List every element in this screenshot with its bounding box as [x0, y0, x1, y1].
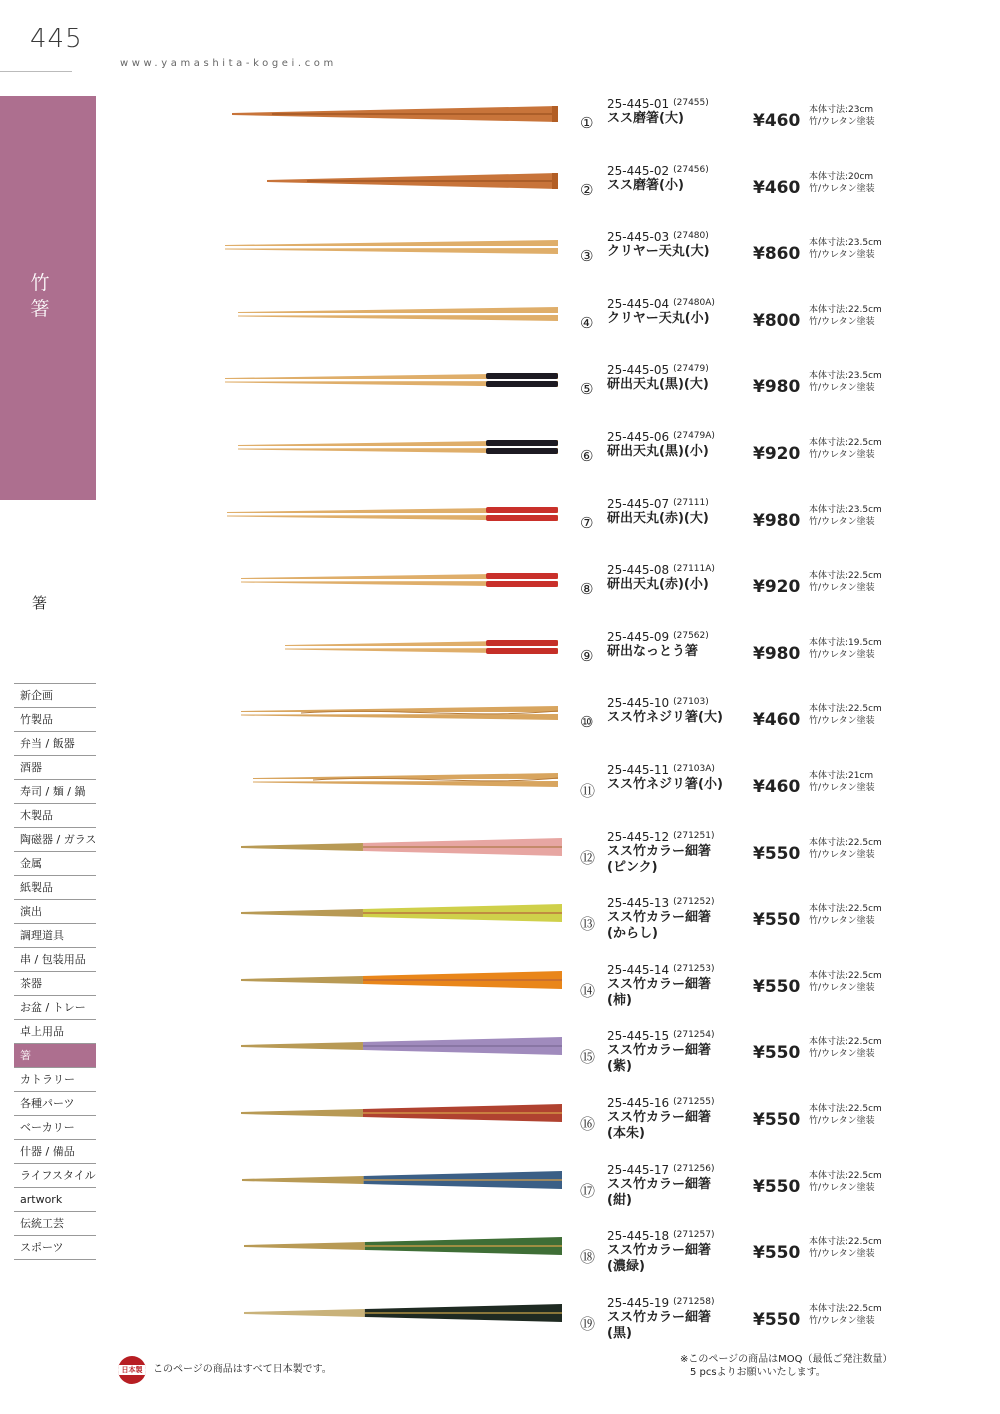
chopstick-tip: [242, 1176, 364, 1184]
footer-note: このページの商品はすべて日本製です。: [153, 1364, 332, 1375]
product-row: [0, 762, 1000, 828]
chopsticks-illustration: [210, 762, 570, 802]
product-number: ⑱: [580, 1248, 596, 1267]
product-name: 研出天丸(赤)(小): [607, 577, 709, 593]
chopsticks-illustration: [210, 895, 570, 935]
product-row: [0, 163, 1000, 229]
product-material: 竹/ウレタン塗装: [809, 649, 875, 660]
chopsticks-illustration: [210, 429, 570, 469]
product-ref: (271256): [673, 1163, 715, 1174]
chopstick-end: [552, 173, 558, 189]
product-code-value: 25-445-03: [607, 230, 670, 245]
product-code-value: 25-445-04: [607, 296, 670, 311]
product-material: 竹/ウレタン塗装: [809, 450, 875, 460]
product-ref: (27111A): [673, 564, 715, 575]
product-name: クリヤー天丸(小): [607, 310, 710, 326]
moq-note: ※このページの商品はMOQ（最低ご発注数量） 5 pcsよりお願いいたします。: [680, 1354, 893, 1378]
product-number: ②: [580, 180, 594, 199]
product-material: 竹/ウレタン塗装: [809, 849, 875, 860]
nav-item[interactable]: 金属: [14, 852, 96, 876]
product-price: ¥550: [753, 1043, 801, 1064]
chopsticks-illustration: [210, 1162, 570, 1202]
product-price: ¥550: [753, 1243, 801, 1264]
product-row: [0, 962, 1000, 1028]
product-code-value: 25-445-12: [607, 829, 670, 844]
product-name: スス磨箸(大): [607, 111, 684, 126]
product-material: 竹/ウレタン塗装: [809, 1116, 875, 1126]
product-name: スス竹カラー細箸 (濃緑): [607, 1243, 712, 1275]
product-size: 本体寸法:23.5cm: [809, 504, 882, 515]
chopstick-body: [253, 781, 558, 787]
nav-item[interactable]: スポーツ: [14, 1236, 96, 1260]
chopsticks-illustration: [210, 496, 570, 536]
chopstick-tip: [244, 1309, 365, 1317]
product-material: 竹/ウレタン塗装: [809, 117, 875, 127]
product-material: 竹/ウレタン塗装: [809, 583, 875, 594]
product-row: [0, 1228, 1000, 1294]
product-ref: (271252): [673, 897, 715, 908]
product-ref: (271251): [673, 830, 715, 841]
product-name: スス竹カラー細箸 (柿): [607, 976, 712, 1008]
product-row: [0, 1295, 1000, 1361]
product-price: ¥460: [753, 177, 801, 198]
product-code-value: 25-445-11: [607, 763, 670, 777]
product-ref: (27111): [673, 497, 709, 508]
chopstick-lacquer-end: [486, 573, 558, 579]
nav-item[interactable]: 箸: [14, 1044, 96, 1068]
chopstick-tip: [241, 976, 363, 984]
product-row: [0, 695, 1000, 761]
product-code-value: 25-445-13: [607, 896, 670, 911]
chopstick-lacquer-end: [486, 448, 558, 454]
product-size: 本体寸法:22.5cm: [809, 1303, 882, 1314]
product-ref: (27479A): [673, 431, 715, 441]
chopsticks-illustration: [210, 296, 570, 336]
product-name: スス竹ネジリ箸(大): [607, 710, 723, 726]
product-size: 本体寸法:23.5cm: [809, 371, 882, 382]
product-number: ⑥: [580, 447, 594, 465]
product-number: ⑫: [580, 848, 596, 867]
product-row: [0, 429, 1000, 495]
product-row: [0, 895, 1000, 961]
nav-item[interactable]: 伝統工芸: [14, 1212, 96, 1236]
product-code: [607, 696, 709, 710]
product-material: 竹/ウレタン塗装: [809, 183, 875, 194]
product-material: 竹/ウレタン塗装: [809, 916, 875, 927]
product-ref: (27456): [673, 164, 709, 175]
product-ref: (271253): [673, 963, 715, 974]
product-number: ⑬: [580, 915, 596, 934]
nav-item[interactable]: カトラリー: [14, 1068, 96, 1092]
product-code: [607, 497, 709, 511]
product-price: ¥550: [753, 1176, 801, 1197]
nav-item[interactable]: 調理道具: [14, 924, 96, 948]
product-price: ¥920: [753, 444, 801, 464]
product-code-value: 25-445-10: [607, 696, 670, 711]
nav-item[interactable]: 串 / 包装用品: [14, 948, 96, 972]
product-ref: (27480): [673, 231, 709, 242]
product-ref: (271257): [673, 1230, 715, 1241]
product-material: 竹/ウレタン塗装: [809, 982, 875, 993]
chopstick-body: [225, 240, 558, 246]
product-price: ¥550: [753, 910, 801, 931]
product-code: [607, 164, 709, 178]
product-material: 竹/ウレタン塗装: [809, 783, 875, 793]
nav-item[interactable]: 新企画: [14, 684, 96, 708]
chopsticks-illustration: [210, 1295, 570, 1335]
site-url[interactable]: www.yamashita-kogei.com: [120, 58, 337, 69]
chopstick-lacquer-end: [486, 515, 558, 521]
product-code-value: 25-445-02: [607, 163, 670, 178]
product-code-value: 25-445-08: [607, 563, 670, 578]
chopstick-body: [238, 307, 558, 313]
product-row: [0, 362, 1000, 428]
product-price: ¥550: [753, 1309, 801, 1330]
product-name: 研出なっとう箸: [607, 643, 699, 659]
chopstick-lacquer-end: [486, 581, 558, 587]
product-ref: (27103): [673, 697, 709, 708]
product-size: 本体寸法:22.5cm: [809, 837, 882, 848]
product-code: [607, 1229, 715, 1243]
product-code-value: 25-445-17: [607, 1162, 670, 1177]
product-row: [0, 229, 1000, 295]
product-row: [0, 96, 1000, 162]
nav-item[interactable]: 木製品: [14, 804, 96, 828]
product-code: [607, 630, 709, 644]
product-number: ⑯: [580, 1115, 596, 1133]
product-code: [607, 97, 709, 111]
nav-item[interactable]: 各種パーツ: [14, 1092, 96, 1116]
product-row: [0, 496, 1000, 562]
product-name: スス竹カラー細箸 (ピンク): [607, 843, 712, 875]
product-code: [607, 430, 715, 444]
product-number: ④: [580, 313, 594, 332]
product-code: [607, 1296, 715, 1310]
product-size: 本体寸法:22.5cm: [809, 904, 882, 915]
product-material: 竹/ウレタン塗装: [809, 250, 875, 261]
product-code: [607, 763, 715, 777]
product-code-value: 25-445-14: [607, 962, 670, 977]
footer-badge-label: 日本製: [118, 1365, 146, 1375]
nav-item[interactable]: 卓上用品: [14, 1020, 96, 1044]
nav-item[interactable]: 茶器: [14, 972, 96, 996]
product-number: ⑮: [580, 1048, 596, 1067]
nav-item[interactable]: 酒器: [14, 756, 96, 780]
chopstick-tip: [241, 1109, 363, 1117]
product-code: [607, 963, 715, 977]
product-code: [607, 1163, 715, 1177]
chopsticks-illustration: [210, 1028, 570, 1068]
product-number: ⑨: [580, 646, 594, 665]
chopsticks-illustration: [210, 695, 570, 735]
chopstick-tip: [244, 1242, 365, 1250]
chopstick-lacquer-end: [486, 373, 558, 379]
product-ref: (27562): [673, 630, 709, 641]
chopsticks-illustration: [210, 96, 570, 136]
product-number: ⑩: [580, 713, 594, 732]
product-material: 竹/ウレタン塗装: [809, 383, 875, 394]
product-material: 竹/ウレタン塗装: [809, 716, 875, 727]
nav-item[interactable]: 紙製品: [14, 876, 96, 900]
product-code: [607, 230, 709, 244]
product-number: ⑲: [580, 1314, 596, 1333]
product-ref: (27480A): [673, 297, 715, 308]
product-size: 本体寸法:22.5cm: [809, 1170, 882, 1181]
chopstick-lacquer-end: [486, 440, 558, 446]
product-code: [607, 896, 715, 910]
product-code-value: 25-445-05: [607, 363, 670, 378]
product-row: [0, 829, 1000, 895]
product-code-value: 25-445-19: [607, 1295, 670, 1310]
product-row: [0, 296, 1000, 362]
product-code-value: 25-445-15: [607, 1029, 670, 1044]
product-material: 竹/ウレタン塗装: [809, 516, 875, 527]
nav-item[interactable]: ライフスタイル: [14, 1164, 96, 1188]
product-size: 本体寸法:21cm: [809, 771, 874, 781]
section-label: 箸: [32, 594, 48, 612]
nav-item[interactable]: 寿司 / 麺 / 鍋: [14, 780, 96, 804]
chopsticks-illustration: [210, 629, 570, 669]
chopstick-tip: [241, 843, 363, 851]
product-code-value: 25-445-18: [607, 1229, 670, 1244]
chopsticks-illustration: [210, 562, 570, 602]
chopstick-body: [241, 714, 558, 720]
footer-badge: [118, 1356, 146, 1384]
product-name: クリヤー天丸(大): [607, 244, 710, 260]
chopsticks-illustration: [210, 1228, 570, 1268]
product-price: ¥800: [753, 310, 801, 331]
header-rule: [0, 71, 72, 72]
chopstick-body: [253, 773, 558, 779]
product-price: ¥550: [753, 1110, 801, 1130]
nav-item[interactable]: 陶磁器 / ガラス: [14, 828, 96, 852]
product-ref: (27455): [673, 98, 709, 108]
chopstick-lacquer-end: [486, 640, 558, 646]
chopstick-lacquer-end: [486, 648, 558, 654]
product-name: スス竹カラー細箸 (本朱): [607, 1110, 712, 1141]
product-number: ⑧: [580, 580, 594, 599]
nav-item[interactable]: 演出: [14, 900, 96, 924]
nav-item[interactable]: ベーカリー: [14, 1116, 96, 1140]
product-price: ¥980: [753, 510, 801, 531]
chopsticks-illustration: [210, 229, 570, 269]
chopstick-end: [552, 106, 558, 122]
chopsticks-illustration: [210, 829, 570, 869]
product-row: [0, 629, 1000, 695]
product-code: [607, 563, 715, 577]
product-number: ⑤: [580, 380, 594, 399]
product-number: ⑰: [580, 1181, 596, 1200]
product-ref: (271254): [673, 1030, 715, 1041]
product-size: 本体寸法:22.5cm: [809, 571, 882, 582]
product-code-value: 25-445-07: [607, 496, 670, 511]
product-ref: (27103A): [673, 764, 715, 774]
chopsticks-illustration: [210, 962, 570, 1002]
product-size: 本体寸法:19.5cm: [809, 637, 882, 648]
product-price: ¥980: [753, 377, 801, 398]
chopstick-body: [225, 248, 558, 254]
product-name: 研出天丸(黒)(小): [607, 444, 709, 459]
product-name: スス竹カラー細箸 (からし): [607, 910, 712, 942]
product-size: 本体寸法:22.5cm: [809, 704, 882, 715]
product-number: ③: [580, 247, 594, 266]
product-size: 本体寸法:22.5cm: [809, 970, 882, 981]
category-title: 竹箸: [30, 272, 50, 320]
product-code: [607, 363, 709, 377]
product-ref: (271255): [673, 1097, 715, 1107]
nav-item[interactable]: 竹製品: [14, 708, 96, 732]
product-code-value: 25-445-16: [607, 1096, 670, 1110]
chopstick-body: [238, 315, 558, 321]
product-size: 本体寸法:20cm: [809, 171, 874, 182]
product-ref: (27479): [673, 364, 709, 375]
product-number: ①: [580, 114, 594, 132]
chopstick-tip: [241, 1042, 363, 1050]
product-size: 本体寸法:22.5cm: [809, 438, 882, 448]
product-price: ¥550: [753, 976, 801, 997]
product-price: ¥860: [753, 244, 801, 265]
product-name: スス竹カラー細箸 (紫): [607, 1043, 712, 1075]
product-size: 本体寸法:22.5cm: [809, 304, 882, 315]
product-size: 本体寸法:22.5cm: [809, 1037, 882, 1048]
nav-item[interactable]: 什器 / 備品: [14, 1140, 96, 1164]
product-size: 本体寸法:23cm: [809, 105, 874, 115]
product-price: ¥980: [753, 643, 801, 664]
product-price: ¥550: [753, 843, 801, 864]
nav-item[interactable]: artwork: [14, 1188, 96, 1212]
product-code-value: 25-445-09: [607, 629, 670, 644]
chopsticks-illustration: [210, 1095, 570, 1135]
product-code: [607, 830, 715, 844]
product-name: スス竹ネジリ箸(小): [607, 777, 723, 792]
product-size: 本体寸法:23.5cm: [809, 238, 882, 249]
chopsticks-illustration: [210, 163, 570, 203]
product-row: [0, 1095, 1000, 1161]
product-price: ¥460: [753, 710, 801, 731]
chopsticks-illustration: [210, 362, 570, 402]
product-name: スス竹カラー細箸 (紺): [607, 1176, 712, 1208]
chopstick-lacquer-end: [486, 381, 558, 387]
product-code: [607, 1096, 715, 1110]
product-material: 竹/ウレタン塗装: [809, 1315, 875, 1326]
chopstick-lacquer-end: [486, 507, 558, 513]
product-name: スス竹カラー細箸 (黒): [607, 1309, 712, 1341]
product-number: ⑪: [580, 782, 596, 800]
product-name: スス磨箸(小): [607, 177, 684, 193]
chopstick-tip: [241, 909, 363, 917]
product-material: 竹/ウレタン塗装: [809, 1049, 875, 1060]
product-name: 研出天丸(赤)(大): [607, 510, 709, 526]
product-code-value: 25-445-06: [607, 430, 670, 444]
chopstick-body: [241, 706, 558, 712]
page-number: 445: [30, 24, 83, 54]
product-number: ⑭: [580, 981, 596, 1000]
product-material: 竹/ウレタン塗装: [809, 1182, 875, 1193]
product-price: ¥920: [753, 577, 801, 598]
nav-item[interactable]: 弁当 / 飯器: [14, 732, 96, 756]
nav-item[interactable]: お盆 / トレー: [14, 996, 96, 1020]
product-size: 本体寸法:22.5cm: [809, 1237, 882, 1248]
product-row: [0, 562, 1000, 628]
product-name: 研出天丸(黒)(大): [607, 377, 709, 393]
product-number: ⑦: [580, 513, 594, 532]
product-price: ¥460: [753, 111, 801, 131]
product-ref: (271258): [673, 1296, 715, 1307]
product-row: [0, 1162, 1000, 1228]
product-price: ¥460: [753, 777, 801, 797]
product-code: [607, 1029, 715, 1043]
product-code-value: 25-445-01: [607, 97, 670, 111]
product-row: [0, 1028, 1000, 1094]
product-material: 竹/ウレタン塗装: [809, 316, 875, 327]
product-size: 本体寸法:22.5cm: [809, 1104, 882, 1114]
product-code: [607, 297, 715, 311]
product-material: 竹/ウレタン塗装: [809, 1249, 875, 1260]
